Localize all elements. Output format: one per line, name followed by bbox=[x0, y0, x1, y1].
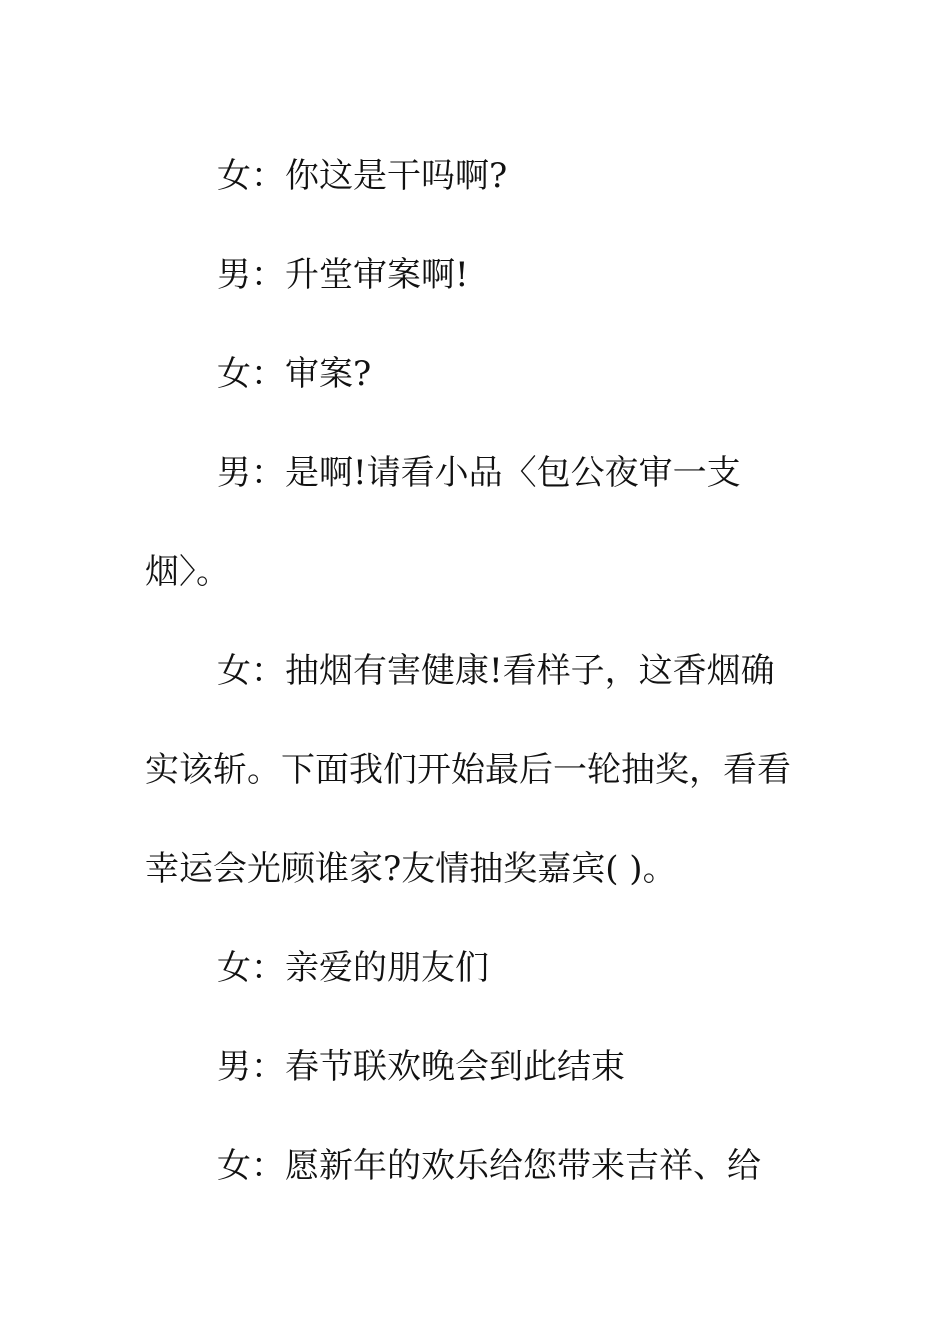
dialogue-line: 女：抽烟有害健康!看样子，这香烟确实该斩。下面我们开始最后一轮抽奖，看看幸运会光顾谁家?友情抽奖嘉宾( )。 bbox=[145, 651, 791, 889]
dialogue-line: 女：亲爱的朋友们 bbox=[217, 948, 489, 988]
dialogue-line: 女：审案? bbox=[217, 354, 372, 394]
dialogue-line: 男：升堂审案啊! bbox=[217, 255, 469, 295]
dialogue-line: 男：是啊!请看小品〈包公夜审一支烟〉。 bbox=[145, 453, 741, 592]
dialogue-line: 女：愿新年的欢乐给您带来吉祥、给 bbox=[217, 1146, 761, 1186]
dialogue-line: 女：你这是干吗啊? bbox=[217, 156, 508, 196]
dialogue-line: 男：春节联欢晚会到此结束 bbox=[217, 1047, 625, 1087]
document-body bbox=[145, 127, 805, 1216]
